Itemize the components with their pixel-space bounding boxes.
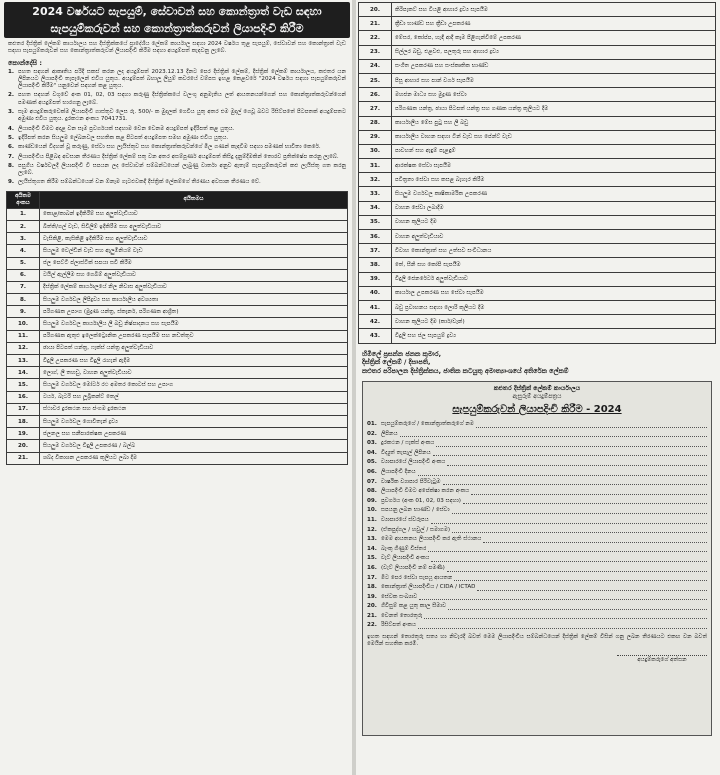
table-row bbox=[359, 272, 716, 286]
condition-item bbox=[8, 163, 346, 178]
condition-item bbox=[8, 154, 346, 161]
item-description: පාවහන් සහ ඇඳුම් පැළඳුම් bbox=[392, 144, 716, 158]
signatory-name: හිමිලේ ප්‍රසන්න ජනක කුමාර, bbox=[362, 349, 442, 358]
item-description: විදුලි උපකරණ සහ විදුලි රැහැන් ඇදීම bbox=[40, 355, 348, 367]
item-description: පිසූ ආහාර සහ පාන් වර්ග සැපයීම bbox=[392, 73, 716, 87]
item-description: කාර්යාල උපකරණ සහ සේවා සැපයීම bbox=[392, 286, 716, 300]
item-number: 15. bbox=[7, 379, 40, 391]
form-field-blank[interactable] bbox=[433, 449, 707, 456]
form-field-number: 18. bbox=[367, 584, 377, 591]
item-number: 18. bbox=[7, 415, 40, 427]
form-field-label: ලිපිනය bbox=[381, 430, 398, 437]
form-field-label: රිසිට්පත් අංකය bbox=[381, 622, 416, 629]
table-row bbox=[7, 452, 348, 464]
form-field-blank[interactable] bbox=[483, 536, 707, 543]
form-field bbox=[367, 526, 707, 536]
item-description: වාහන කුලියට දීම (කාර්/වෑන්) bbox=[392, 315, 716, 329]
form-field bbox=[367, 516, 707, 526]
form-field bbox=[367, 420, 707, 430]
form-field-blank[interactable] bbox=[471, 488, 707, 495]
item-description: පවිත්‍රතා සේවා සහ කසළ බැහැර කිරීම bbox=[392, 173, 716, 187]
form-field-number: 01. bbox=[367, 421, 377, 427]
item-description: මහජන මාධ්‍ය සහ මුද්‍රණ සේවා bbox=[392, 88, 716, 102]
table-row bbox=[7, 306, 348, 318]
table-row bbox=[359, 315, 716, 329]
form-field bbox=[367, 621, 707, 631]
form-field-number: 19. bbox=[367, 593, 377, 600]
item-description: පරිගණක උපාංග (මුද්‍රණ යන්ත්‍ර, ස්කෑනර්, පරිගණක ආශ්‍රිත) bbox=[40, 306, 348, 318]
table-row bbox=[7, 269, 348, 281]
condition-text: කාණ්ඩයෙන් විදහන් වූ කරුණු, සේවා සහ ලැයිස්තුව සහ කොන්ත්‍රාත්කරුවන්ගේ මිල ගණන් කැඳවීම සඳහා පමණක් භාවිතා කෙරේ. bbox=[18, 144, 321, 151]
signatory-title: දිස්ත්‍රික් ලේකම් / දිසාපති, bbox=[362, 358, 431, 366]
table-row bbox=[7, 440, 348, 452]
table-row bbox=[359, 45, 716, 59]
conditions-heading: කොන්දේසි : bbox=[8, 58, 42, 67]
table-row bbox=[359, 173, 716, 187]
form-field-blank[interactable] bbox=[448, 603, 707, 610]
form-office-name: කළුතර දිස්ත්‍රික් ලේකම් කාර්යාලය bbox=[493, 385, 581, 392]
item-number: 27. bbox=[359, 102, 392, 116]
table-row bbox=[7, 342, 348, 354]
item-number: 9. bbox=[7, 306, 40, 318]
table-row bbox=[359, 244, 716, 258]
table-row bbox=[7, 391, 348, 403]
form-field-blank[interactable] bbox=[476, 421, 707, 428]
item-description: විදුලි ජෙනරේටර් අලුත්වැඩියාව bbox=[392, 272, 716, 286]
form-field bbox=[367, 478, 707, 488]
form-field bbox=[367, 612, 707, 622]
form-field-number: 13. bbox=[367, 536, 377, 543]
table-row bbox=[7, 318, 348, 330]
condition-number: 6. bbox=[8, 144, 15, 151]
item-number: 7. bbox=[7, 281, 40, 293]
form-field-number: 16. bbox=[367, 564, 377, 571]
condition-number: 8. bbox=[8, 162, 15, 169]
form-field-number: 06. bbox=[367, 468, 377, 475]
form-field-blank[interactable] bbox=[400, 430, 707, 437]
form-field-blank[interactable] bbox=[447, 565, 707, 572]
table-row bbox=[359, 215, 716, 229]
signatory-office: කළුතර පරිපාලන දිස්ත්‍රික්කය, ජාතික කටයුතු අමාත්‍යාංශයේ අතිරේක ලේකම් bbox=[362, 366, 569, 375]
table-row bbox=[7, 367, 348, 379]
table-row bbox=[359, 329, 716, 343]
form-field-number: 17. bbox=[367, 574, 377, 581]
table-row bbox=[359, 187, 716, 201]
form-field bbox=[367, 430, 707, 440]
item-description: බිත්ති/ගල් වැඩ, සිවිලිම් ඉදිකිරීම සහ අලුත්වැඩියාව bbox=[40, 220, 348, 232]
form-field-blank[interactable] bbox=[419, 593, 707, 600]
form-field bbox=[367, 535, 707, 545]
form-field bbox=[367, 497, 707, 507]
form-field-number: 08. bbox=[367, 488, 377, 495]
category-table-right bbox=[358, 2, 716, 344]
table-row bbox=[359, 258, 716, 272]
item-number: 32. bbox=[359, 173, 392, 187]
item-description: සියලුම වර්ගවල මෝටර් රථ අමතර කොටස් සහ උපාංග bbox=[40, 379, 348, 391]
form-field-number: 21. bbox=[367, 612, 377, 619]
form-field-blank[interactable] bbox=[454, 574, 707, 581]
table-row bbox=[7, 294, 348, 306]
table-row bbox=[7, 379, 348, 391]
condition-item bbox=[8, 126, 346, 133]
form-field-number: 07. bbox=[367, 478, 377, 485]
application-form bbox=[362, 381, 712, 736]
form-field-label: (ඒකපුද්ගල / හවුල් / සමාගම) bbox=[381, 526, 451, 533]
item-description: සියලුම වර්ගවල ගොවිතැන් ද්‍රව්‍ය bbox=[40, 415, 348, 427]
table-row bbox=[359, 116, 716, 130]
header-item-number: අයිතම අංකය bbox=[7, 191, 40, 208]
item-number: 20. bbox=[7, 440, 40, 452]
form-field-number: 14. bbox=[367, 545, 377, 552]
table-row bbox=[359, 17, 716, 31]
condition-text: ලියාපදිංචිය පිළිබඳ අවසාන තීරණය දිස්ත්‍රික් ලේකම් සතු වන අතර අසම්පූර්ණ අයදුම්පත් කිසිදු දැනුම්දීමකින් තොරව ප්‍රතික්ෂේප කරනු ලැබේ. bbox=[18, 153, 339, 160]
form-field-blank[interactable] bbox=[428, 545, 707, 552]
form-field-label: වෙනත් තොරතුරු bbox=[381, 612, 423, 619]
form-field-label: කොන්ත්‍රාත් ලියාපදිංචිය / CIDA / ICTAD bbox=[381, 584, 476, 591]
form-field-number: 20. bbox=[367, 603, 377, 610]
table-row bbox=[359, 159, 716, 173]
form-field-label: ලියාපදිංචි දිනය bbox=[381, 468, 416, 475]
item-number: 1. bbox=[7, 208, 40, 220]
condition-item bbox=[8, 109, 346, 124]
item-description: කාර්යාලීය මේස පුටු සහ ලී බඩු bbox=[392, 116, 716, 130]
notice-title-line-2: සැපයුම්කරුවන් සහ කොන්ත්‍රාත්කරුවන් ලියාපදිංචි කිරීම bbox=[50, 22, 304, 35]
form-field-blank[interactable] bbox=[424, 612, 707, 619]
condition-item bbox=[8, 144, 346, 151]
form-field bbox=[367, 574, 707, 584]
item-number: 30. bbox=[359, 144, 392, 158]
form-field-blank[interactable] bbox=[447, 459, 707, 466]
form-field bbox=[367, 468, 707, 478]
form-title: සැපයුම්කරුවන් ලියාපදිංචි කිරීම - 2024 bbox=[452, 404, 622, 415]
table-row bbox=[359, 59, 716, 73]
table-row bbox=[359, 3, 716, 17]
item-description: පරිගණක යන්ත්‍ර, ඡායා පිටපත් යන්ත්‍ර සහ ගණක යන්ත්‍ර කුලියට දීම bbox=[392, 102, 716, 116]
item-number: 12. bbox=[7, 342, 40, 354]
item-description: තේ, සීනි සහ කෝපි සැපයීම bbox=[392, 258, 716, 272]
item-description: සියලුම වර්ගවල කාර්යාලීය ලී බඩු නිෂ්පාදනය සහ සැපයීම bbox=[40, 318, 348, 330]
condition-number: 9. bbox=[8, 179, 15, 186]
form-field-label: ලියාපදිංචි වීමට අපේක්ෂා කරන අංකය bbox=[381, 488, 470, 495]
table-row bbox=[7, 245, 348, 257]
form-field bbox=[367, 449, 707, 459]
table-header-row bbox=[7, 191, 348, 208]
condition-text: ඉදිරිපත් කරන සියලුම ලේඛනවල සහතික කළ පිටපත් අයදුම්පත සමඟ අමුණා එවිය යුතුය. bbox=[18, 134, 229, 141]
form-field-number: 02. bbox=[367, 430, 377, 437]
notice-title-line-1: 2024 වර්ෂයට සැපයුම්, සේවාවන් සහ කොන්ත්‍රාත් වැඩ සඳහා bbox=[32, 5, 322, 18]
form-fields-list bbox=[367, 420, 707, 631]
form-field-blank[interactable] bbox=[418, 622, 707, 629]
item-description: පරිගණක ඇතුළු ඉලෙක්ට්‍රොනික උපකරණ සැපයීම සහ නඩත්තුව bbox=[40, 330, 348, 342]
item-number: 8. bbox=[7, 294, 40, 306]
table-row bbox=[7, 208, 348, 220]
item-description: ටයිල් ඇල්ලීම සහ ගෙබිම් අලුත්වැඩියාව bbox=[40, 269, 348, 281]
item-number: 42. bbox=[359, 315, 392, 329]
item-description: කිරිපැකට් සහ වියළි ආහාර ද්‍රව්‍ය සැපයීම bbox=[392, 3, 716, 17]
item-number: 36. bbox=[359, 230, 392, 244]
form-field-label: මෙම ආයතනය ලියාපදිංචි කර ඇති ස්ථානය bbox=[381, 536, 482, 543]
item-description: බඩු ප්‍රවාහනය සඳහා ලොරි කුලියට දීම bbox=[392, 300, 716, 314]
right-column bbox=[358, 2, 716, 773]
item-description: සියලුම වර්ගවල ලිපිද්‍රව්‍ය සහ කාර්යාලීය අවශ්‍යතා bbox=[40, 294, 348, 306]
table-row bbox=[7, 415, 348, 427]
table-row bbox=[7, 355, 348, 367]
condition-item bbox=[8, 92, 346, 107]
item-number: 28. bbox=[359, 116, 392, 130]
applicant-signature-line bbox=[367, 655, 707, 664]
table-row bbox=[359, 144, 716, 158]
table-row bbox=[7, 233, 348, 245]
condition-number: 5. bbox=[8, 134, 15, 141]
form-field-label: සපයනු ලබන භාණ්ඩ / සේවා bbox=[381, 507, 450, 514]
table-row bbox=[359, 102, 716, 116]
item-number: 10. bbox=[7, 318, 40, 330]
form-header bbox=[367, 385, 707, 416]
form-field-blank[interactable] bbox=[431, 517, 707, 524]
applicant-signature-label: අයදුම්කරුගේ අත්සන bbox=[617, 655, 707, 664]
item-number: 4. bbox=[7, 245, 40, 257]
item-number: 40. bbox=[359, 286, 392, 300]
form-field-label: ගිවිසුම් කළ යුතු කාල සීමාව bbox=[381, 603, 447, 610]
condition-number: 7. bbox=[8, 153, 15, 160]
condition-item bbox=[8, 135, 346, 142]
item-description: ලොග්, ලී තහඩු, වාහන අලුත්වැඩියාව bbox=[40, 367, 348, 379]
form-field-label: බැංකු ගිණුම් විස්තර bbox=[381, 545, 427, 552]
item-description: සියලුම වර්ගවල විදුලි උපකරණ / බල්බ bbox=[40, 440, 348, 452]
form-field-number: 12. bbox=[367, 526, 377, 533]
item-number: 35. bbox=[359, 215, 392, 229]
item-description: ආරක්ෂක සේවා සැපයීම bbox=[392, 159, 716, 173]
form-field-label: සැපයුම්කරුගේ / කොන්ත්‍රාත්කරුගේ නම bbox=[381, 421, 474, 427]
item-number: 43. bbox=[359, 329, 392, 343]
form-field-blank[interactable] bbox=[443, 478, 707, 485]
item-description: වාහන කුලියට දීම bbox=[392, 215, 716, 229]
form-field bbox=[367, 458, 707, 468]
form-field bbox=[367, 439, 707, 449]
left-column bbox=[4, 2, 350, 773]
item-description: සියලුම වර්ගවල කෘෂිකාර්මික උපකරණ bbox=[392, 187, 716, 201]
form-field-label: සේවක සංඛ්‍යාව bbox=[381, 593, 418, 600]
item-number: 39. bbox=[359, 272, 392, 286]
condition-text: පසුගිය වර්ෂවලදී ලියාපදිංචි වී සපයන ලද සේවාවන් සම්බන්ධයෙන් ලැබුණු වාර්තා අනුව ඇතැම් සැපයුම්කරුවන් කළු ලැයිස්තු ගත කරනු ලැබේ. bbox=[18, 162, 346, 177]
form-field-label: වාර්ෂික ව්‍යාපාර පිරිවැටුම bbox=[381, 478, 441, 485]
form-field-label: ව්‍යාපාරයේ ස්වරූපය bbox=[381, 516, 429, 523]
item-number: 31. bbox=[359, 159, 392, 173]
item-description: ස්ථාවර දුරකථන සහ ජංගම දුරකථන bbox=[40, 403, 348, 415]
item-number: 38. bbox=[359, 258, 392, 272]
form-field-blank[interactable] bbox=[418, 469, 707, 476]
form-field-label: ප්‍රවර්ගය (අංක 01, 02, 03 සඳහා) bbox=[381, 497, 461, 504]
item-number: 6. bbox=[7, 269, 40, 281]
item-description: ජල පෙට්ටි ප්ලාස්ටික් සපයා සවි කිරීම bbox=[40, 257, 348, 269]
table-row bbox=[359, 130, 716, 144]
table-row bbox=[359, 300, 716, 314]
condition-number: 2. bbox=[8, 92, 15, 99]
form-field-number: 11. bbox=[367, 516, 377, 523]
column-divider bbox=[352, 0, 356, 775]
form-field bbox=[367, 487, 707, 497]
table-row bbox=[7, 220, 348, 232]
item-number: 26. bbox=[359, 88, 392, 102]
condition-text: පහත සඳහන් ආකෘතිය පරිදි සකස් කරන ලද අයදුම්පත් 2023.12.13 දිනට පෙර දිස්ත්‍රික් ලේකම්, දිස්ත්‍රික් ලේකම් කාර්යාලය, කළුතර යන ලිපිනයට ලියාපදිංචි තැපෑලෙන් එවිය යුතුය. අයදුම්පත් බහාලූ ලියුම් කවරයේ වම්පස ඉහළ කෙළවරේ "2024 වර්ෂය සඳහා සැපයුම්කරුවන් ලියාපදිංචි කිරීම" යනුවෙන් සඳහන් කළ යුතුය. bbox=[18, 68, 346, 90]
item-number: 3. bbox=[7, 233, 40, 245]
item-number: 17. bbox=[7, 403, 40, 415]
form-field-blank[interactable] bbox=[431, 555, 707, 562]
form-field-label: දුරකථන / ෆැක්ස් අංකය bbox=[381, 440, 435, 447]
item-description: කාර්යාලීය වාහන සඳහා ටින් වැඩ සහ පේන්ට් වැඩ bbox=[392, 130, 716, 144]
table-row bbox=[359, 31, 716, 45]
table-row bbox=[359, 286, 716, 300]
item-description: සිල්ලර බඩු, එළවළු, පලතුරු සහ ආහාර ද්‍රව්‍ය bbox=[392, 45, 716, 59]
item-number: 22. bbox=[359, 31, 392, 45]
form-declaration: ඉහත සඳහන් තොරතුරු සත්‍ය හා නිවැරදි බවත් මෙම ලියාපදිංචිය සම්බන්ධයෙන් දිස්ත්‍රික් ලේකම් විසින් ගනු ලබන තීරණයට එකඟ වන බවත් මෙයින් සහතික කරමි. bbox=[367, 634, 707, 648]
item-number: 14. bbox=[7, 367, 40, 379]
item-number: 23. bbox=[359, 45, 392, 59]
table-row bbox=[359, 230, 716, 244]
form-subtitle: ඇසුරුම් අයදුම්පත්‍රය bbox=[512, 393, 562, 400]
item-description: දිස්ත්‍රික් ලේකම් කාර්යාලයේ නිල නිවාස අලුත්වැඩියාව bbox=[40, 281, 348, 293]
form-field-number: 05. bbox=[367, 459, 377, 466]
item-number: 37. bbox=[359, 244, 392, 258]
item-description: වාහන සේවා ලබාදීම bbox=[392, 201, 716, 215]
item-description: වැසිකිළි, කැසිකිළි ඉදිකිරීම සහ අලුත්වැඩියාව bbox=[40, 233, 348, 245]
form-field-label: (වැට් ලියාපදිංචි නම් පමණි) bbox=[381, 564, 445, 571]
condition-number: 3. bbox=[8, 109, 15, 116]
item-description: වාහන අලුත්වැඩියාව bbox=[392, 230, 716, 244]
item-number: 29. bbox=[359, 130, 392, 144]
item-description: විවාහ කොන්ත්‍රාත් සහ උත්සව සංවිධානය bbox=[392, 244, 716, 258]
condition-text: සෑම අයදුම්කරුවෙක්ම ලියාපදිංචි ගාස්තුව ලෙස රු. 500/- ක මුදලක් ගෙවිය යුතු අතර එම මුදල් ගෙවූ බවට රිසිට්පතේ පිටපතක් අයදුම්පතට අමුණා එවිය යුතුය. දුරකථන අංකය 7041731. bbox=[18, 109, 346, 123]
item-description: ඡායා පිටපත් යන්ත්‍ර, ෆැක්ස් යන්ත්‍ර අලුත්වැඩියාව bbox=[40, 342, 348, 354]
form-field-number: 09. bbox=[367, 497, 377, 504]
form-field-blank[interactable] bbox=[452, 507, 707, 514]
item-number: 19. bbox=[7, 428, 40, 440]
item-description: විදුලි සහ ජල සැපයුම් ද්‍රව්‍ය bbox=[392, 329, 716, 343]
form-field-number: 03. bbox=[367, 440, 377, 447]
item-description: සංගීත උපකරණ සහ සංස්කෘතික භාණ්ඩ bbox=[392, 59, 716, 73]
item-number: 21. bbox=[7, 452, 40, 464]
condition-text: ලියාපදිංචි වීමට අදාළ වන සෑම ප්‍රවර්ගයක් සඳහාම වෙන වෙනම අයදුම්පත් ඉදිරිපත් කළ යුතුය. bbox=[18, 125, 235, 132]
item-number: 16. bbox=[7, 391, 40, 403]
form-field bbox=[367, 564, 707, 574]
form-field bbox=[367, 545, 707, 555]
table-row bbox=[359, 88, 716, 102]
condition-text: ලැයිස්තුගත කිරීම සම්බන්ධයෙන් වන ඕනෑම ගැටළුවකදී දිස්ත්‍රික් ලේකම්ගේ තීරණය අවසාන තීරණය වේ. bbox=[18, 179, 261, 186]
table-row bbox=[359, 201, 716, 215]
item-number: 34. bbox=[359, 201, 392, 215]
form-field-number: 04. bbox=[367, 449, 377, 456]
form-field-number: 22. bbox=[367, 622, 377, 629]
notice-title bbox=[4, 2, 350, 38]
form-field-blank[interactable] bbox=[452, 526, 707, 533]
form-field bbox=[367, 554, 707, 564]
item-number: 24. bbox=[359, 59, 392, 73]
form-field bbox=[367, 506, 707, 516]
header-item: අයිතමය bbox=[40, 191, 348, 208]
table-row bbox=[7, 403, 348, 415]
form-field-blank[interactable] bbox=[477, 584, 707, 591]
category-table-left bbox=[6, 191, 348, 465]
item-description: ශබ්ද විකාශන උපකරණ කුලියට ලබා දීම bbox=[40, 452, 348, 464]
item-description: කොළ/කාබන් ඉදිකිරීම් සහ අලුත්වැඩියාව bbox=[40, 208, 348, 220]
condition-number: 4. bbox=[8, 125, 15, 132]
item-number: 5. bbox=[7, 257, 40, 269]
condition-number: 1. bbox=[8, 68, 15, 75]
form-field bbox=[367, 593, 707, 603]
form-field-label: මීට පෙර සේවා සැපයූ ආයතන bbox=[381, 574, 453, 581]
item-number: 11. bbox=[7, 330, 40, 342]
condition-item bbox=[8, 179, 346, 186]
form-field-number: 15. bbox=[367, 555, 377, 562]
form-field-blank[interactable] bbox=[463, 497, 707, 504]
intro-paragraph: කළුතර දිස්ත්‍රික් ලේකම් කාර්යාලය සහ දිස්ත්‍රික්කයේ ප්‍රාදේශීය ලේකම් කාර්යාල සඳහා 2024 වර්ෂය තුළ සැපයුම්, සේවාවන් සහ කොන්ත්‍රාත් වැඩ සඳහා සැපයුම්කරුවන් සහ කොන්ත්‍රාත්කරුවන් ලියාපදිංචි කිරීම සඳහා අයදුම්පත් කැඳවනු ලැබේ. bbox=[8, 41, 346, 55]
form-field bbox=[367, 602, 707, 612]
form-field-label: වැට් ලියාපදිංචි අංකය bbox=[381, 555, 430, 562]
form-field-number: 10. bbox=[367, 507, 377, 514]
condition-text: පහත සඳහන් වගුවේ අංක 01, 02, 03 සඳහා කරුණු දිස්ත්‍රික්කයේ වලංගු අනුමැතිය ලත් ආයතනයන්ගෙන් සහ කොන්ත්‍රාත්කරුවන්ගෙන් පමණක් අයදුම්පත් භාරගනු ලැබේ. bbox=[18, 92, 346, 106]
form-field-label: ව්‍යාපාරයේ ලියාපදිංචි අංකය bbox=[381, 459, 446, 466]
item-description: ටයර්, බැටරි සහ ලූබ්‍රිකන්ට් තෙල් bbox=[40, 391, 348, 403]
item-description: ක්‍රීඩා භාණ්ඩ සහ ක්‍රීඩා උපකරණ bbox=[392, 17, 716, 31]
condition-item bbox=[8, 69, 346, 91]
form-field-label: විද්‍යුත් තැපැල් ලිපිනය bbox=[381, 449, 431, 456]
table-row bbox=[7, 281, 348, 293]
table-row bbox=[359, 73, 716, 87]
table-row bbox=[7, 428, 348, 440]
item-number: 20. bbox=[359, 3, 392, 17]
item-number: 25. bbox=[359, 73, 392, 87]
item-number: 2. bbox=[7, 220, 40, 232]
signature-block bbox=[362, 350, 712, 376]
table-row bbox=[7, 330, 348, 342]
item-number: 41. bbox=[359, 300, 392, 314]
form-field bbox=[367, 583, 707, 593]
conditions-list bbox=[8, 69, 346, 187]
item-number: 13. bbox=[7, 355, 40, 367]
item-description: මේසර, කෝප්ප, හැඳි ආදී කෑම පිළිගැන්වීමේ උපකරණ bbox=[392, 31, 716, 45]
form-field-blank[interactable] bbox=[436, 440, 707, 447]
item-number: 21. bbox=[359, 17, 392, 31]
item-number: 33. bbox=[359, 187, 392, 201]
table-row bbox=[7, 257, 348, 269]
item-description: සියලුම වෙල්ඩින් වැඩ සහ ඇලුමිනියම් වැඩ bbox=[40, 245, 348, 257]
item-description: ජලනල සහ සනීපාරක්ෂක උපකරණ bbox=[40, 428, 348, 440]
